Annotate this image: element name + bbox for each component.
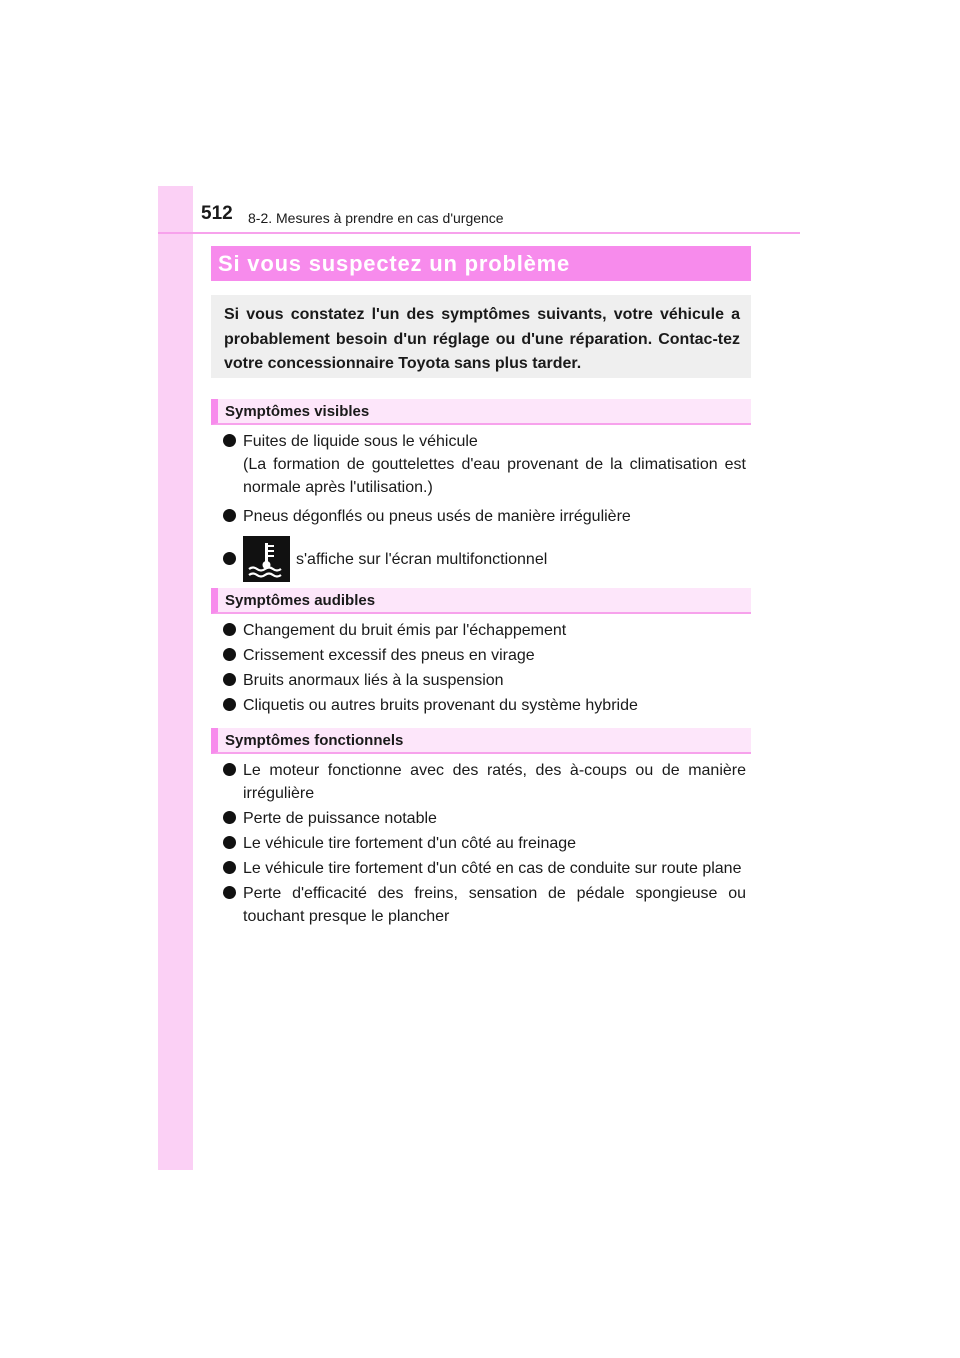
functional-symptoms-list bbox=[223, 759, 746, 930]
heading-audible-label: Symptômes audibles bbox=[225, 592, 376, 609]
header-rule bbox=[158, 232, 800, 234]
page-title-bar bbox=[211, 246, 751, 281]
list-item: s'affiche sur l'écran multifonctionnel bbox=[223, 536, 746, 582]
coolant-temperature-warning-icon bbox=[243, 536, 290, 582]
heading-visible-label: Symptômes visibles bbox=[225, 403, 370, 420]
page-number: 512 bbox=[201, 203, 233, 224]
list-item: Fuites de liquide sous le véhicule (La formation de gouttelettes d'eau provenant de la climatisation est normale après l'utilisation.) bbox=[223, 430, 746, 499]
list-item: Le véhicule tire fortement d'un côté en cas de conduite sur route plane bbox=[223, 857, 746, 880]
bullet-dot-icon bbox=[223, 648, 236, 661]
visible-symptoms-list bbox=[223, 430, 746, 584]
bullet-dot-icon bbox=[223, 836, 236, 849]
bullet-dot-icon bbox=[223, 698, 236, 711]
heading-audible-symptoms bbox=[211, 588, 751, 614]
section-title: 8-2. Mesures à prendre en cas d'urgence bbox=[248, 210, 504, 226]
bullet-dot-icon bbox=[223, 434, 236, 447]
bullet-dot-icon bbox=[223, 811, 236, 824]
list-item: Perte d'efficacité des freins, sensation de pédale spongieuse ou touchant presque le plancher bbox=[223, 882, 746, 928]
heading-visible-symptoms bbox=[211, 399, 751, 425]
list-item: Pneus dégonflés ou pneus usés de manière irrégulière bbox=[223, 505, 746, 528]
list-item: Crissement excessif des pneus en virage bbox=[223, 644, 746, 667]
list-item: Perte de puissance notable bbox=[223, 807, 746, 830]
bullet-dot-icon bbox=[223, 623, 236, 636]
heading-functional-label: Symptômes fonctionnels bbox=[225, 732, 404, 749]
bullet-dot-icon bbox=[223, 673, 236, 686]
bullet-dot-icon bbox=[223, 763, 236, 776]
list-item: Bruits anormaux liés à la suspension bbox=[223, 669, 746, 692]
audible-symptoms-list bbox=[223, 619, 746, 719]
list-item: Le moteur fonctionne avec des ratés, des à-coups ou de manière irrégulière bbox=[223, 759, 746, 805]
page-title: Si vous suspectez un problème bbox=[218, 251, 571, 276]
bullet-dot-icon bbox=[223, 861, 236, 874]
intro-text: Si vous constatez l'un des symptômes suivants, votre véhicule a probablement besoin d'un réglage ou d'une réparation. Contac-tez votre concessionnaire Toyota sans plus tarder. bbox=[224, 306, 740, 372]
bullet-dot-icon bbox=[223, 509, 236, 522]
list-item: Cliquetis ou autres bruits provenant du système hybride bbox=[223, 694, 746, 717]
bullet-dot-icon bbox=[223, 552, 236, 565]
intro-box bbox=[211, 295, 751, 378]
list-item: Le véhicule tire fortement d'un côté au freinage bbox=[223, 832, 746, 855]
bullet-dot-icon bbox=[223, 886, 236, 899]
side-strip bbox=[158, 186, 193, 1170]
heading-functional-symptoms bbox=[211, 728, 751, 754]
list-item: Changement du bruit émis par l'échappement bbox=[223, 619, 746, 642]
